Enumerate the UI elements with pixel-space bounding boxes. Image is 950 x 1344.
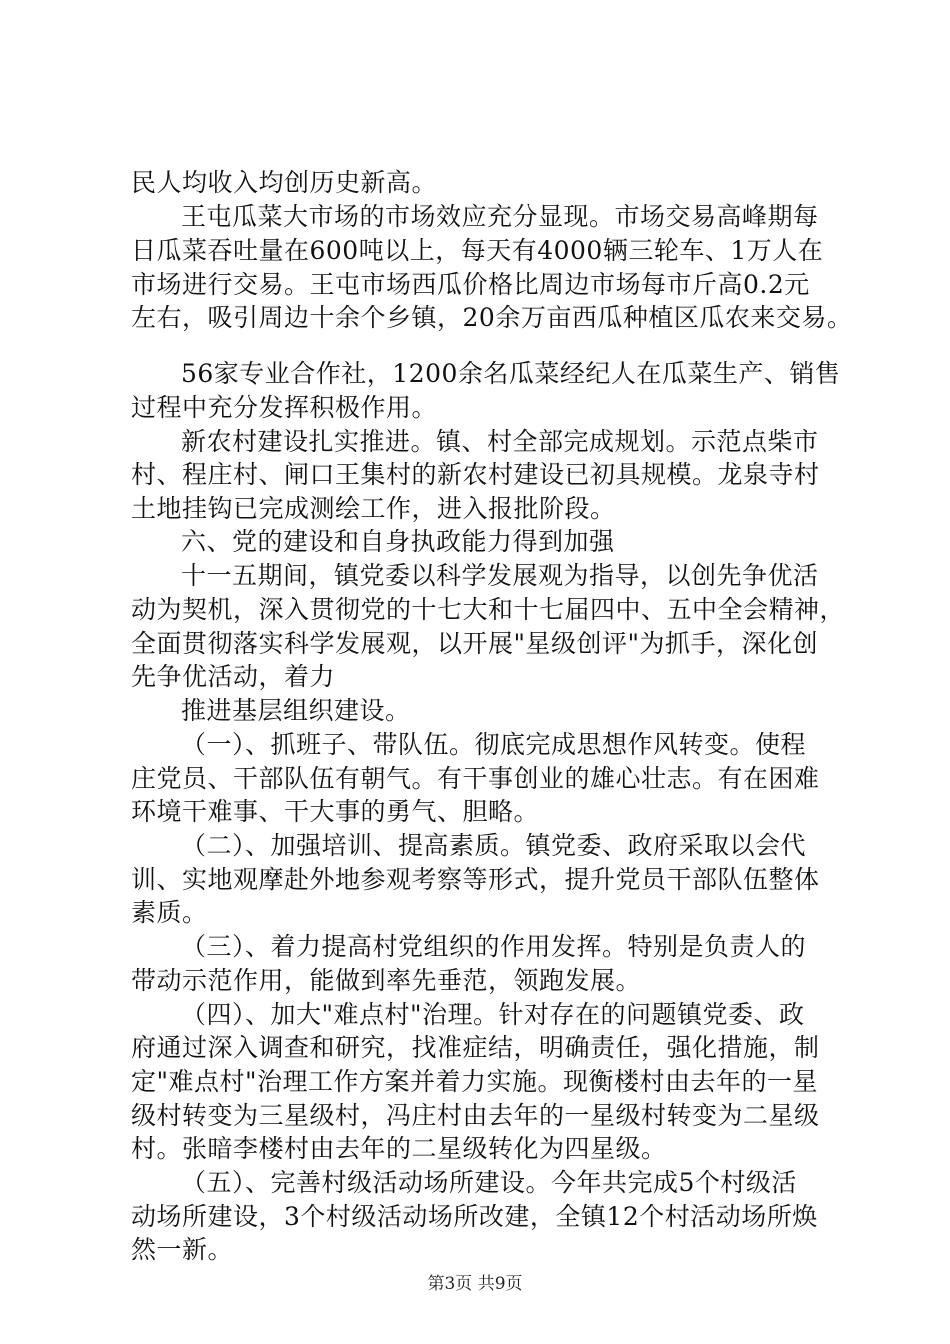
page-number: 第3页 共9页 xyxy=(427,1274,523,1294)
text-line: 带动示范作用，能做到率先垂范，领跑发展。 xyxy=(131,966,642,995)
text-line: 左右，吸引周边十余个乡镇，20余万亩西瓜种植区瓜农来交易。 xyxy=(131,303,853,332)
text-line: （三）、着力提高村党组织的作用发挥。特别是负责人的 xyxy=(181,932,807,961)
text-line: 村、程庄村、闸口王集村的新农村建设已初具规模。龙泉寺村 xyxy=(131,460,820,489)
text-line: 训、实地观摩赴外地参观考察等形式，提升党员干部队伍整体 xyxy=(131,865,820,894)
text-line: 民人均收入均创历史新高。 xyxy=(131,168,438,197)
text-line: 56家专业合作社，1200余名瓜菜经纪人在瓜菜生产、销售 xyxy=(181,359,841,388)
text-line: （二）、加强培训、提高素质。镇党委、政府采取以会代 xyxy=(181,831,807,860)
text-line: 土地挂钩已完成测绘工作，进入报批阶段。 xyxy=(131,494,616,523)
text-line: 定"难点村"治理工作方案并着力实施。现衡楼村由去年的一星 xyxy=(131,1067,819,1096)
text-line: 村。张暗李楼村由去年的二星级转化为四星级。 xyxy=(131,1134,667,1163)
text-line: （五）、完善村级活动场所建设。今年共完成5个村级活 xyxy=(181,1168,797,1197)
text-line: 过程中充分发挥积极作用。 xyxy=(131,393,438,422)
text-line: 十一五期间，镇党委以科学发展观为指导，以创先争优活 xyxy=(181,561,819,590)
text-line: 日瓜菜吞吐量在600吨以上，每天有4000辆三轮车、1万人在 xyxy=(131,236,824,265)
text-line: 级村转变为三星级村，冯庄村由去年的一星级村转变为二星级 xyxy=(131,1101,820,1130)
text-line: 府通过深入调查和研究，找准症结，明确责任，强化措施，制 xyxy=(131,1033,820,1062)
text-line: （一）、抓班子、带队伍。彻底完成思想作风转变。使程 xyxy=(181,730,807,759)
text-line: （四）、加大"难点村"治理。针对存在的问题镇党委、政 xyxy=(181,1000,805,1029)
text-line: 王屯瓜菜大市场的市场效应充分显现。市场交易高峰期每 xyxy=(181,202,819,231)
section-heading: 六、党的建设和自身执政能力得到加强 xyxy=(181,527,615,556)
text-line: 推进基层组织建设。 xyxy=(181,696,411,725)
text-line: 然一新。 xyxy=(131,1235,234,1264)
text-line: 素质。 xyxy=(131,898,208,927)
text-line: 动为契机，深入贯彻党的十七大和十七届四中、五中全会精神， xyxy=(131,595,846,624)
text-line: 新农村建设扎实推进。镇、村全部完成规划。示范点柴市 xyxy=(181,427,819,456)
text-line: 庄党员、干部队伍有朝气。有干事创业的雄心壮志。有在困难 xyxy=(131,764,820,793)
text-line: 环境干难事、干大事的勇气、胆略。 xyxy=(131,797,540,826)
text-line: 先争优活动，着力 xyxy=(131,662,336,691)
text-line: 动场所建设，3个村级活动场所改建，全镇12个村活动场所焕 xyxy=(131,1202,818,1231)
text-line: 全面贯彻落实科学发展观，以开展"星级创评"为抓手，深化创 xyxy=(131,629,819,658)
text-line: 市场进行交易。王屯市场西瓜价格比周边市场每市斤高0.2元 xyxy=(131,270,810,299)
